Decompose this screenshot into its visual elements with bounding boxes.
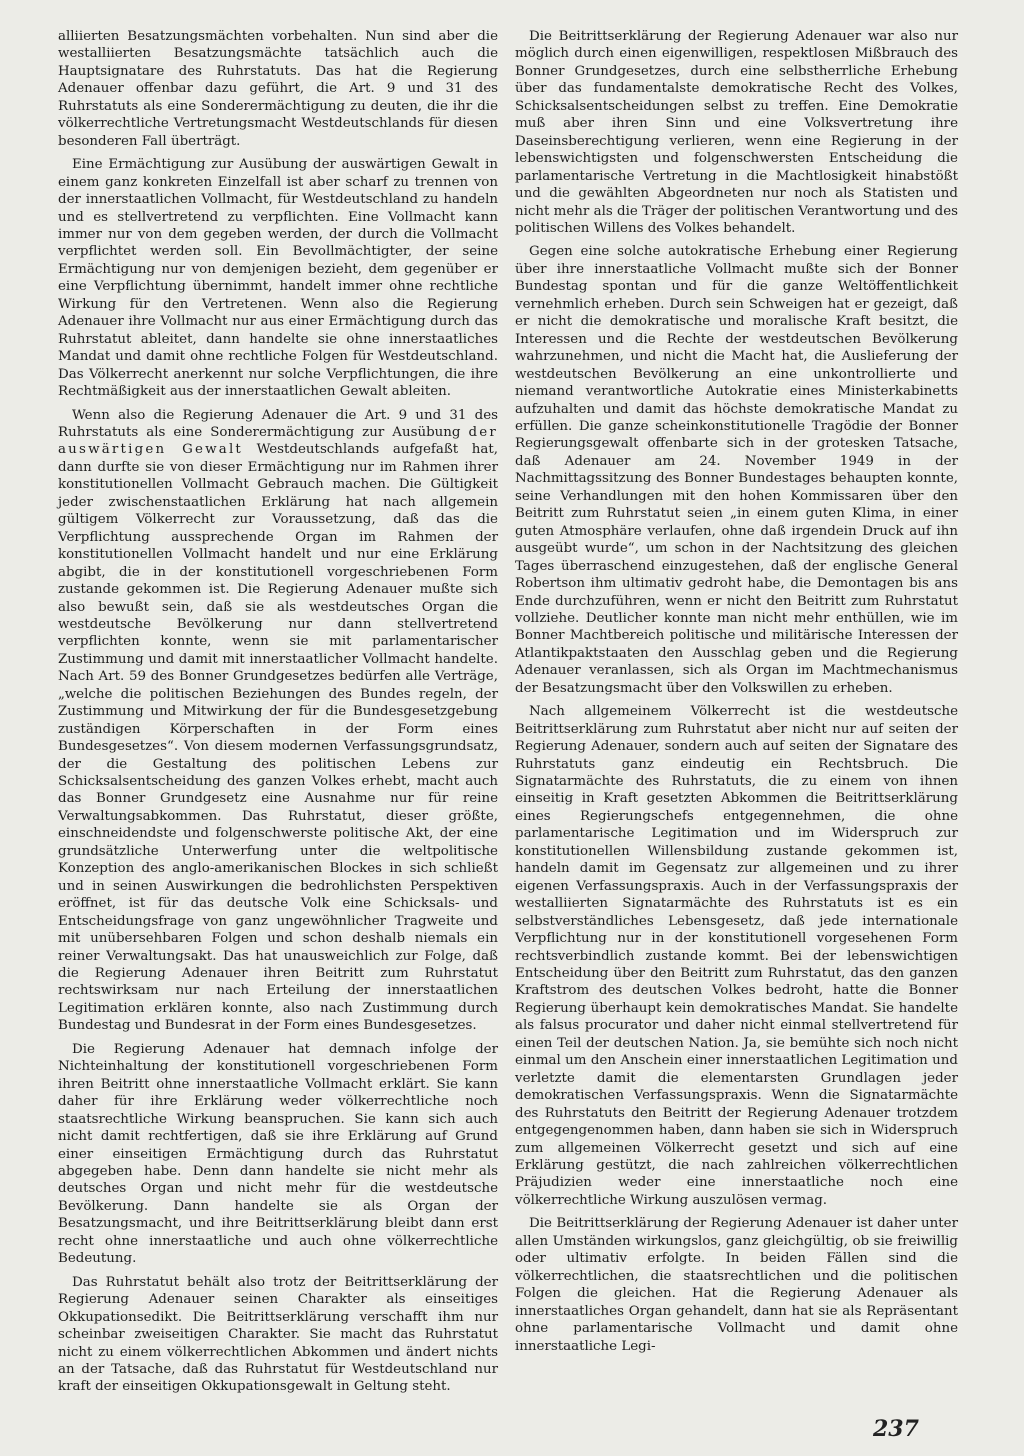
right-column (515, 28, 958, 1361)
paragraph-text: Wenn also die Regierung Adenauer die Art. 9 und 31 des Ruhrstatuts als eine Sonderermächtigung zur Ausübung (58, 407, 498, 440)
paragraph: Die Regierung Adenauer hat demnach infolge der Nichteinhaltung der konstitutionell vorgeschriebenen Form ihren Beitritt ohne innerstaatliche Vollmacht erklärt. Sie kann daher für ihre Erklärung weder völkerrechtliche noch staatsrechtliche Wirkung beanspruchen. Sie kann sich auch nicht damit rechtfertigen, daß sie ihre Erklärung auf Grund einer einseitigen Ermächtigung durch das Ruhrstatut abgegeben habe. Denn dann handelte sie nicht mehr als deutsches Organ und nicht mehr für die westdeutsche Bevölkerung. Dann handelte sie als Organ der Besatzungsmacht, und ihre Beitrittserklärung bleibt dann erst recht ohne innerstaatliche und auch ohne völkerrechtliche Bedeutung. (58, 1041, 498, 1267)
paragraph: alliierten Besatzungsmächten vorbehalten. Nun sind aber die westalliierten Besatzungsmächte tatsächlich auch die Hauptsignatare des Ruhrstatuts. Das hat die Regierung Adenauer offenbar dazu geführt, die Art. 9 und 31 des Ruhrstatuts als eine Sonderermächtigung zu deuten, die ihr die völkerrechtliche Vertretungsmacht Westdeutschlands für diesen besonderen Fall überträgt. (58, 29, 498, 149)
page-number: 237 (873, 1416, 919, 1442)
left-column (58, 28, 498, 1402)
paragraph: Die Beitrittserklärung der Regierung Adenauer ist daher unter allen Umständen wirkungslos, ganz gleichgültig, ob sie freiwillig oder ultimativ erfolgte. In beiden Fällen sind die völkerrechtlichen, die staatsrechtlichen und die politischen Folgen die gleichen. Hat die Regierung Adenauer als innerstaatliches Organ gehandelt, dann hat sie als Repräsentant ohne parlamentarische Vollmacht und damit ohne innerstaatliche Legi- (515, 1216, 958, 1354)
paragraph: Eine Ermächtigung zur Ausübung der auswärtigen Gewalt in einem ganz konkreten Einzelfall ist aber scharf zu trennen von der innerstaatlichen Vollmacht, für Westdeutschland zu handeln und es stellvertretend zu verpflichten. Eine Vollmacht kann immer nur von dem gegeben werden, der durch die Vollmacht verpflichtet werden soll. Ein Bevollmächtigter, der seine Ermächtigung nur von demjenigen bezieht, dem gegenüber er eine Verpflichtung übernimmt, handelt immer ohne rechtliche Wirkung für den Vertretenen. Wenn also die Regierung Adenauer ihre Vollmacht nur aus einer Ermächtigung durch das Ruhrstatut ableitet, dann handelte sie ohne innerstaatliches Mandat und damit ohne rechtliche Folgen für Westdeutschland. Das Völkerrecht anerkennt nur solche Verpflichtungen, die ihre Rechtmäßigkeit aus der innerstaatlichen Gewalt ableiten. (58, 157, 498, 400)
paragraph: Gegen eine solche autokratische Erhebung einer Regierung über ihre innerstaatliche Vollmacht mußte sich der Bonner Bundestag spontan und für die ganze Weltöffentlichkeit vernehmlich erheben. Durch sein Schweigen hat er gezeigt, daß er nicht die demokratische und moralische Kraft besitzt, die Interessen und die Rechte der westdeutschen Bevölkerung wahrzunehmen, und nicht die Macht hat, die Auslieferung der westdeutschen Bevölkerung an eine unkontrollierte und niemand verantwortliche Autokratie eines Ministerkabinetts aufzuhalten und damit das höchste demokratische Mandat zu erfüllen. Die ganze scheinkonstitutionelle Tragödie der Bonner Regierungsgewalt offenbarte sich in der grotesken Tatsache, daß Adenauer am 24. November 1949 in der Nachmittagssitzung des Bonner Bundestages behaupten konnte, seine Verhandlungen mit den hohen Kommissaren über den Beitritt zum Ruhrstatut seien „in einem guten Klima, in einer guten Atmosphäre verlaufen, ohne daß irgendein Druck auf ihn ausgeübt wurde“, um schon in der Nachtsitzung des gleichen Tages überraschend einzugestehen, daß der englische General Robertson ihm ultimativ gedroht habe, die Demontagen bis ans Ende durchzuführen, wenn er nicht den Beitritt zum Ruhrstatut vollziehe. Deutlicher konnte man nicht mehr enthüllen, wie im Bonner Machtbereich politische und militärische Interessen der Atlantikpaktstaaten den Ausschlag geben und die Regierung Adenauer veranlassen, sich als Organ im Machtmechanismus der Besatzungsmacht über den Volkswillen zu erheben. (515, 244, 958, 696)
emphasized-text: der auswärtigen Gewalt (58, 424, 498, 458)
paragraph: Nach allgemeinem Völkerrecht ist die westdeutsche Beitrittserklärung zum Ruhrstatut aber nicht nur auf seiten der Regierung Adenauer, sondern auch auf seiten der Signatare des Ruhrstatuts ganz eindeutig ein Rechtsbruch. Die Signatarmächte des Ruhrstatuts, die zu einem von ihnen einseitig in Kraft gesetzten Abkommen die Beitrittserklärung eines Regierungschefs entgegennehmen, die ohne parlamentarische Legitimation und im Widerspruch zur konstitutionellen Willensbildung zustande gekommen ist, handeln damit im Gegensatz zur allgemeinen und zu ihrer eigenen Verfassungspraxis. Auch in der Verfassungspraxis der westalliierten Signatarmächte des Ruhrstatuts ist es ein selbstverständliches Lebensgesetz, daß jede internationale Verpflichtung nur in der konstitutionell vorgesehenen Form rechtsverbindlich zustande kommt. Bei der lebenswichtigen Entscheidung über den Beitritt zum Ruhrstatut, das den ganzen Kraftstrom des deutschen Volkes bedroht, hatte die Bonner Regierung überhaupt kein demokratisches Mandat. Sie handelte als falsus procurator und daher nicht einmal stellvertretend für einen Teil der deutschen Nation. Ja, sie bemühte sich noch nicht einmal um den Anschein einer innerstaatlichen Legitimation und verletzte damit die elementarsten Grundlagen jeder demokratischen Verfassungspraxis. Wenn die Signatarmächte des Ruhrstatuts den Beitritt der Regierung Adenauer trotzdem entgegengenommen haben, dann haben sie sich in Widerspruch zum allgemeinen Völkerrecht gesetzt und sich auf eine Erklärung gestützt, die nach zahlreichen völkerrechtlichen Präjudizien weder eine innerstaatliche noch eine völkerrechtliche Wirkung auszulösen vermag. (515, 704, 958, 1208)
paragraph: Die Beitrittserklärung der Regierung Adenauer war also nur möglich durch einen eigenwilligen, respektlosen Mißbrauch des Bonner Grundgesetzes, durch eine selbstherrliche Erhebung über das fundamentalste demokratische Recht des Volkes, Schicksalsentscheidungen selbst zu treffen. Eine Demokratie muß aber ihren Sinn und eine Volksvertretung ihre Daseinsberechtigung verlieren, wenn eine Regierung in der lebenswichtigsten und folgenschwersten Entscheidung die parlamentarische Vertretung in die Machtlosigkeit hinabstößt und die gewählten Abgeordneten nur noch als Statisten und nicht mehr als die Träger der politischen Verantwortung und des politischen Willens des Volkes behandelt. (515, 29, 958, 236)
paragraph (58, 407, 498, 1035)
paragraph-text: Westdeutschlands aufgefaßt hat, dann durfte sie von dieser Ermächtigung nur im Rahmen ihrer konstitutionellen Vollmacht Gebrauch machen. Die Gültigkeit jeder zwischenstaatlichen Erklärung hat nach allgemein gültigem Völkerrecht zur Voraussetzung, daß das die Verpflichtung aussprechende Organ im Rahmen der konstitutionellen Vollmacht handelt und nur eine Erklärung abgibt, die in der konstitutionell vorgeschriebenen Form zustande gekommen ist. Die Regierung Adenauer mußte sich also bewußt sein, daß sie als westdeutsches Organ die westdeutsche Bevölkerung nur dann stellvertretend verpflichten konnte, wenn sie mit parlamentarischer Zustimmung und damit mit innerstaatlicher Vollmacht handelte. Nach Art. 59 des Bonner Grundgesetzes bedürfen alle Verträge, „welche die politischen Beziehungen des Bundes regeln, der Zustimmung und Mitwirkung der für die Bundesgesetzgebung zuständigen Körperschaften in der Form eines Bundesgesetzes“. Von diesem modernen Verfassungsgrundsatz, der die Gestaltung des politischen Lebens zur Schicksalsentscheidung des ganzen Volkes erhebt, macht auch das Bonner Grundgesetz eine Ausnahme nur für reine Verwaltungsabkommen. Das Ruhrstatut, dieser größte, einschneidendste und folgenschwerste politische Akt, der eine grundsätzliche Unterwerfung unter die weltpolitische Konzeption des anglo-amerikanischen Blockes in sich schließt und in seinen Auswirkungen die bedrohlichsten Perspektiven eröffnet, ist für das deutsche Volk eine Schicksals- und Entscheidungsfrage von ganz ungewöhnlicher Tragweite und mit unübersehbaren Folgen und schon deshalb niemals ein reiner Verwaltungsakt. Das hat unausweichlich zur Folge, daß die Regierung Adenauer ihren Beitritt zum Ruhrstatut rechtswirksam nur nach Erteilung der innerstaatlichen Legitimation erklären konnte, also nach Zustimmung durch Bundestag und Bundesrat in der Form eines Bundesgesetzes. (58, 442, 498, 1034)
paragraph: Das Ruhrstatut behält also trotz der Beitrittserklärung der Regierung Adenauer seinen Charakter als einseitiges Okkupationsedikt. Die Beitrittserklärung verschafft ihm nur scheinbar zweiseitigen Charakter. Sie macht das Ruhrstatut nicht zu einem völkerrechtlichen Abkommen und ändert nichts an der Tatsache, daß das Ruhrstatut für Westdeutschland nur kraft der einseitigen Okkupationsgewalt in Geltung steht. (58, 1274, 498, 1395)
